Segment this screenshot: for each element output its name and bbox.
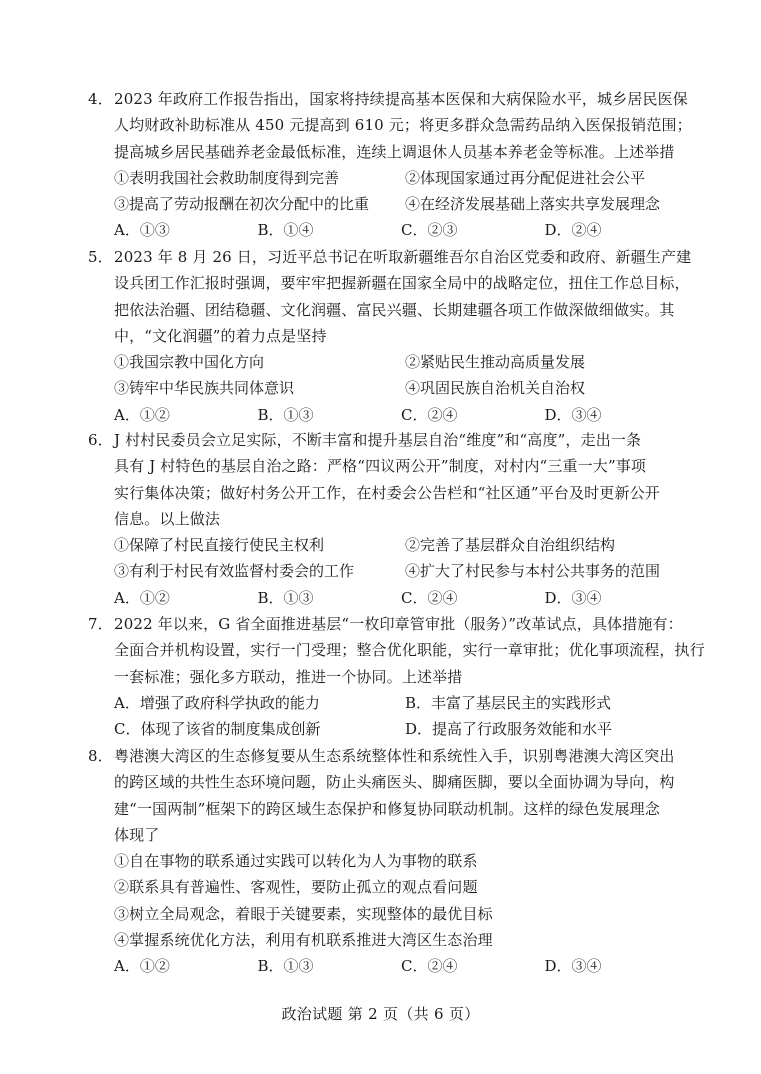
option-row (88, 558, 688, 584)
question-7 (88, 611, 705, 742)
option-2: ②联系具有普遍性、客观性，要防止孤立的观点看问题 (114, 878, 478, 897)
question-stem-line: 具有 J 村特色的基层自治之路：严格“四议两公开”制度，对村内“三重一大”事项 (114, 457, 647, 476)
answer-choices (88, 402, 688, 428)
question-stem-line: 设兵团工作汇报时强调，要牢牢把握新疆在国家全局中的战略定位，扭住工作总目标， (114, 274, 690, 293)
question-8 (88, 743, 688, 980)
option-row (88, 191, 688, 217)
stem-text: J 村村民委员会立足实际，不断丰富和提升基层自治“维度”和“高度”，走出一条 (114, 431, 642, 449)
choice-b: B．丰富了基层民主的实践形式 (405, 693, 612, 712)
question-stem-line (88, 86, 688, 112)
question-stem-line: 一套标准；强化多方联动，推进一个协同。上述举措 (114, 667, 463, 686)
option-2: ②完善了基层群众自治组织结构 (405, 536, 616, 555)
choice-c: C．②④ (401, 957, 458, 976)
choice-d: D．③④ (544, 588, 602, 607)
choice-d: D．③④ (544, 957, 602, 976)
choice-b: B．①③ (257, 405, 314, 424)
choice-c: C．体现了该省的制度集成创新 (114, 720, 321, 739)
question-stem-line: 体现了 (114, 825, 160, 844)
option-3: ③树立全局观念，着眼于关键要素，实现整体的最优目标 (114, 904, 493, 923)
option-row (88, 349, 688, 375)
choice-a: A．①② (114, 957, 170, 976)
choice-d: D．③④ (544, 405, 602, 424)
option-3: ③提高了劳动报酬在初次分配中的比重 (114, 195, 370, 214)
option-2: ②体现国家通过再分配促进社会公平 (405, 168, 646, 187)
choice-a: A．①③ (114, 221, 170, 240)
question-stem-line: 提高城乡居民基础养老金最低标准，连续上调退休人员基本养老金等标准。上述举措 (114, 142, 675, 161)
question-number: 7． (88, 615, 113, 633)
option-4: ④扩大了村民参与本村公共事务的范围 (405, 562, 661, 581)
question-5 (88, 244, 692, 428)
answer-choices (88, 217, 688, 243)
choice-c: C．②③ (401, 221, 458, 240)
question-stem-line: 中，“文化润疆”的着力点是坚持 (114, 326, 327, 345)
choice-d: D．提高了行政服务效能和水平 (405, 720, 613, 739)
answer-choices-row (88, 716, 688, 742)
question-number: 6． (88, 431, 113, 449)
choice-c: C．②④ (401, 405, 458, 424)
option-1: ①自在事物的联系通过实践可以转化为人为事物的联系 (114, 852, 478, 871)
option-row (88, 375, 688, 401)
question-stem-line: 把依法治疆、团结稳疆、文化润疆、富民兴疆、长期建疆各项工作做深做细做实。其 (114, 300, 675, 319)
choice-d: D．②④ (544, 221, 602, 240)
answer-choices (88, 585, 688, 611)
question-4 (88, 86, 692, 244)
question-number: 4． (88, 90, 113, 108)
option-1: ①保障了村民直接行使民主权利 (114, 536, 325, 555)
question-stem-line: 信息。以上做法 (114, 509, 221, 528)
stem-text: 2023 年 8 月 26 日，习近平总书记在听取新疆维吾尔自治区党委和政府、新疆生产建 (114, 248, 692, 266)
option-3: ③铸牢中华民族共同体意识 (114, 379, 295, 398)
question-stem-line (88, 427, 688, 453)
question-number: 8． (88, 747, 113, 765)
option-row (88, 532, 688, 558)
question-number: 5． (88, 248, 113, 266)
question-stem-line: 建“一国两制”框架下的跨区域生态保护和修复协同联动机制。这样的绿色发展理念 (114, 799, 660, 818)
page-footer: 政治试题 第 2 页（共 6 页） (281, 1005, 480, 1023)
question-stem-line: 人均财政补助标准从 450 元提高到 610 元；将更多群众急需药品纳入医保报销范围； (114, 116, 692, 135)
question-stem-line (88, 743, 688, 769)
stem-text: 粤港澳大湾区的生态修复要从生态系统整体性和系统性入手，识别粤港澳大湾区突出 (114, 747, 675, 765)
option-4: ④在经济发展基础上落实共享发展理念 (405, 195, 661, 214)
question-stem-line: 实行集体决策；做好村务公开工作，在村委会公告栏和“社区通”平台及时更新公开 (114, 483, 660, 502)
choice-b: B．①④ (257, 221, 314, 240)
choice-b: B．①③ (257, 588, 314, 607)
question-stem-line (88, 244, 692, 270)
option-1: ①表明我国社会救助制度得到完善 (114, 168, 340, 187)
option-2: ②紧贴民生推动高质量发展 (405, 353, 586, 372)
choice-a: A．①② (114, 405, 170, 424)
question-6 (88, 427, 688, 611)
question-stem-line: 的跨区域的共性生态环境问题，防止头痛医头、脚痛医脚，要以全面协调为导向，构 (114, 773, 675, 792)
question-stem-line (88, 611, 688, 637)
answer-choices-row (88, 690, 688, 716)
option-4: ④掌握系统优化方法，利用有机联系推进大湾区生态治理 (114, 931, 493, 950)
stem-text: 2023 年政府工作报告指出，国家将持续提高基本医保和大病保险水平，城乡居民医保 (114, 90, 688, 108)
answer-choices (88, 953, 688, 979)
option-3: ③有利于村民有效监督村委会的工作 (114, 562, 355, 581)
choice-b: B．①③ (257, 957, 314, 976)
question-stem-line: 全面合并机构设置，实行一门受理；整合优化职能，实行一章审批；优化事项流程，执行 (114, 641, 705, 660)
option-row (88, 165, 688, 191)
choice-a: A．①② (114, 588, 170, 607)
choice-c: C．②④ (401, 588, 458, 607)
stem-text: 2022 年以来，G 省全面推进基层“一枚印章管审批（服务）”改革试点，具体措施有： (114, 615, 683, 633)
option-4: ④巩固民族自治机关自治权 (405, 379, 586, 398)
option-1: ①我国宗教中国化方向 (114, 353, 265, 372)
choice-a: A．增强了政府科学执政的能力 (114, 693, 320, 712)
